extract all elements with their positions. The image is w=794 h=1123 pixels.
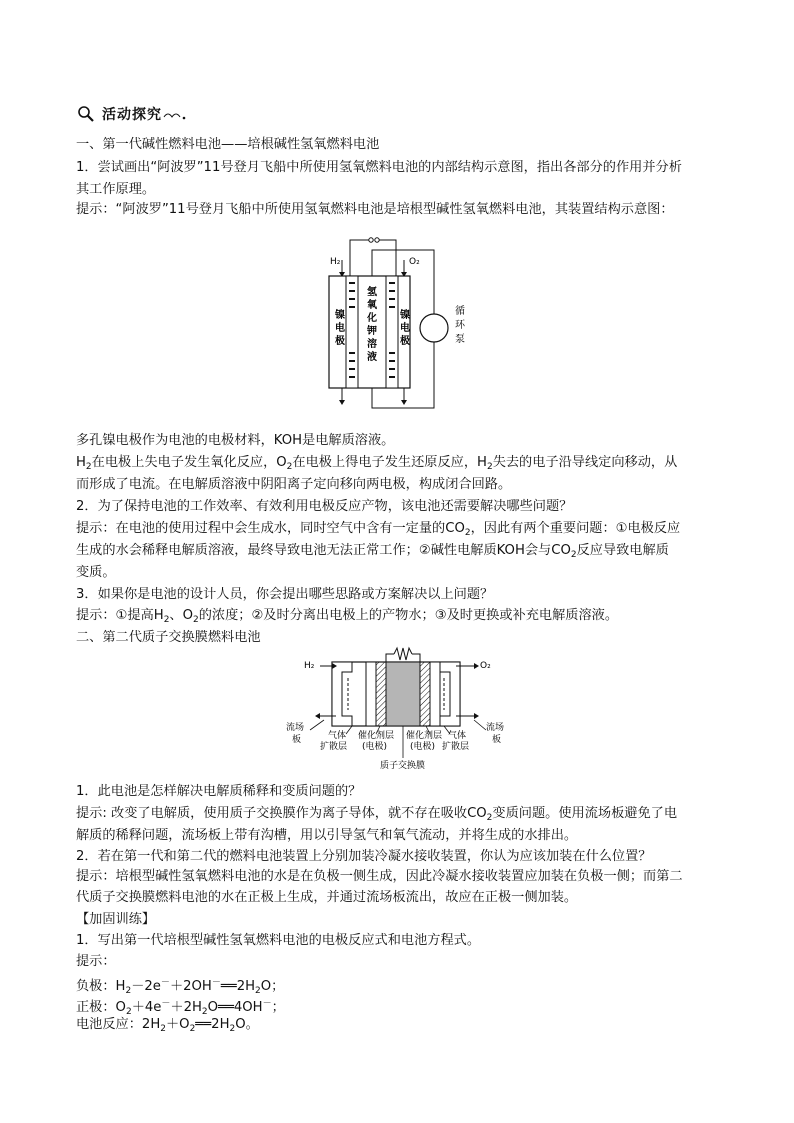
section-title: 活动探究 — [102, 107, 162, 123]
pem-fuel-cell-diagram — [280, 642, 520, 772]
h2-label: H₂ — [330, 257, 341, 267]
exercise-1: 1．写出第一代培根型碱性氢氧燃料电池的电极反应式和电池方程式。 — [76, 933, 481, 948]
left-electrode-label-1: 镍 — [335, 310, 345, 321]
hint-2: 提示：在电池的使用过程中会生成水，同时空气中含有一定量的$CO_2$，因此有两个重要问题：①电极反应 — [76, 521, 681, 538]
section-heading — [76, 104, 188, 124]
o2-label: O₂ — [480, 661, 491, 671]
hint-p2-2-cont: 代质子交换膜燃料电池的水在正极上生成，并通过流场板流出，故应在正极一侧加装。 — [76, 890, 578, 905]
heading-part1: 一、第一代碱性燃料电池——培根碱性氢氧燃料电池 — [76, 137, 380, 152]
h2-label: H₂ — [304, 661, 315, 671]
catalyst-right-2: (电极) — [410, 742, 436, 752]
pump-label-2: 环 — [455, 320, 465, 331]
question-1-cont: 其工作原理。 — [76, 182, 156, 197]
heading-part2: 二、第二代质子交换膜燃料电池 — [76, 630, 261, 645]
question-p2-2: 2．若在第一代和第二代的燃料电池装置上分别加装冷凝水接收装置，你认为应该加装在什么位置？ — [76, 849, 652, 864]
bacon-fuel-cell-diagram — [300, 232, 470, 412]
hint-1-circuit: 而形成了电流。在电解质溶液中阴阳离子定向移向两电极，构成闭合回路。 — [76, 477, 512, 492]
flow-plate-right-1: 流场 — [486, 723, 505, 733]
solution-label-3: 化 — [367, 313, 377, 324]
o2-label: O₂ — [409, 257, 420, 267]
left-electrode-label-2: 电 — [335, 323, 345, 334]
left-electrode-label-3: 极 — [335, 336, 345, 347]
hint-3: 提示：①提高$H_2$、$O_2$的浓度；②及时分离出电极上的产物水；③及时更换或补充电解质溶液。 — [76, 608, 619, 625]
negative-electrode-equation: 负极：$H_2-2e^-+2OH^-══2H_2O$； — [76, 978, 285, 996]
catalyst-left-2: (电极) — [362, 742, 388, 752]
hint-1-electrode: 多孔镍电极作为电池的电极材料，KOH是电解质溶液。 — [76, 433, 395, 448]
gas-layer-right-2: 扩散层 — [442, 742, 470, 752]
hint-2-end: 变质。 — [76, 565, 116, 580]
question-1: 1．尝试画出“阿波罗”11号登月飞船中所使用氢氧燃料电池的内部结构示意图，指出各部分的作用并分析 — [76, 160, 682, 175]
magnifier-icon — [76, 105, 98, 123]
positive-electrode-equation: 正极：$O_2+4e^-+2H_2O══4OH^-$； — [76, 999, 285, 1017]
reinforcement-heading: 【加固训练】 — [76, 912, 156, 927]
flow-plate-right-2: 板 — [492, 735, 502, 745]
membrane-label: 质子交换膜 — [380, 761, 426, 771]
solution-label-4: 钾 — [367, 326, 377, 337]
cell-reaction-equation: 电池反应：$2H_2+O_2══2H_2O$。 — [76, 1017, 259, 1034]
flow-plate-left-1: 流场 — [286, 723, 305, 733]
right-electrode-label-2: 电 — [400, 323, 410, 334]
exercise-1-hint: 提示： — [76, 954, 116, 969]
decoration-icon — [162, 107, 188, 121]
solution-label-1: 氢 — [367, 287, 377, 298]
gas-layer-right-1: 气体 — [448, 731, 467, 741]
catalyst-right-1: 催化剂层 — [406, 731, 443, 741]
right-electrode-label-3: 极 — [400, 336, 410, 347]
hint-p2-1: 提示: 改变了电解质，使用质子交换膜作为离子导体，就不存在吸收$CO_2$变质问题。使用流场板避免了电 — [76, 806, 678, 823]
hint-1-reaction: $H_2$在电极上失电子发生氧化反应，$O_2$在电极上得电子发生还原反应，$H_2$失去的电子沿导线定向移动，从 — [76, 455, 678, 472]
question-p2-1: 1．此电池是怎样解决电解质稀释和变质问题的？ — [76, 784, 362, 799]
right-electrode-label-1: 镍 — [400, 310, 410, 321]
hint-p2-1-cont: 解质的稀释问题，流场板上带有沟槽，用以引导氢气和氧气流动，并将生成的水排出。 — [76, 828, 578, 843]
hint-p2-2: 提示：培根型碱性氢氧燃料电池的水是在负极一侧生成，因此冷凝水接收装置应加装在负极一侧；而第二 — [76, 869, 683, 884]
gas-layer-left-2: 扩散层 — [320, 742, 348, 752]
pump-label-1: 循 — [455, 306, 465, 317]
hint-2-cont: 生成的水会稀释电解质溶液，最终导致电池无法正常工作；②碱性电解质KOH会与$CO_2$反应导致电解质 — [76, 543, 669, 560]
catalyst-left-1: 催化剂层 — [358, 731, 395, 741]
solution-label-6: 液 — [367, 352, 377, 363]
question-3: 3．如果你是电池的设计人员，你会提出哪些思路或方案解决以上问题？ — [76, 587, 494, 602]
hint-1: 提示：“阿波罗”11号登月飞船中所使用氢氧燃料电池是培根型碱性氢氧燃料电池，其装置结构示意图： — [76, 202, 674, 217]
flow-plate-left-2: 板 — [292, 735, 302, 745]
pump-label-3: 泵 — [455, 334, 465, 345]
solution-label-5: 溶 — [367, 339, 377, 350]
question-2: 2．为了保持电池的工作效率、有效利用电极反应产物，该电池还需要解决哪些问题？ — [76, 499, 573, 514]
solution-label-2: 氧 — [367, 300, 377, 311]
gas-layer-left-1: 气体 — [328, 731, 347, 741]
